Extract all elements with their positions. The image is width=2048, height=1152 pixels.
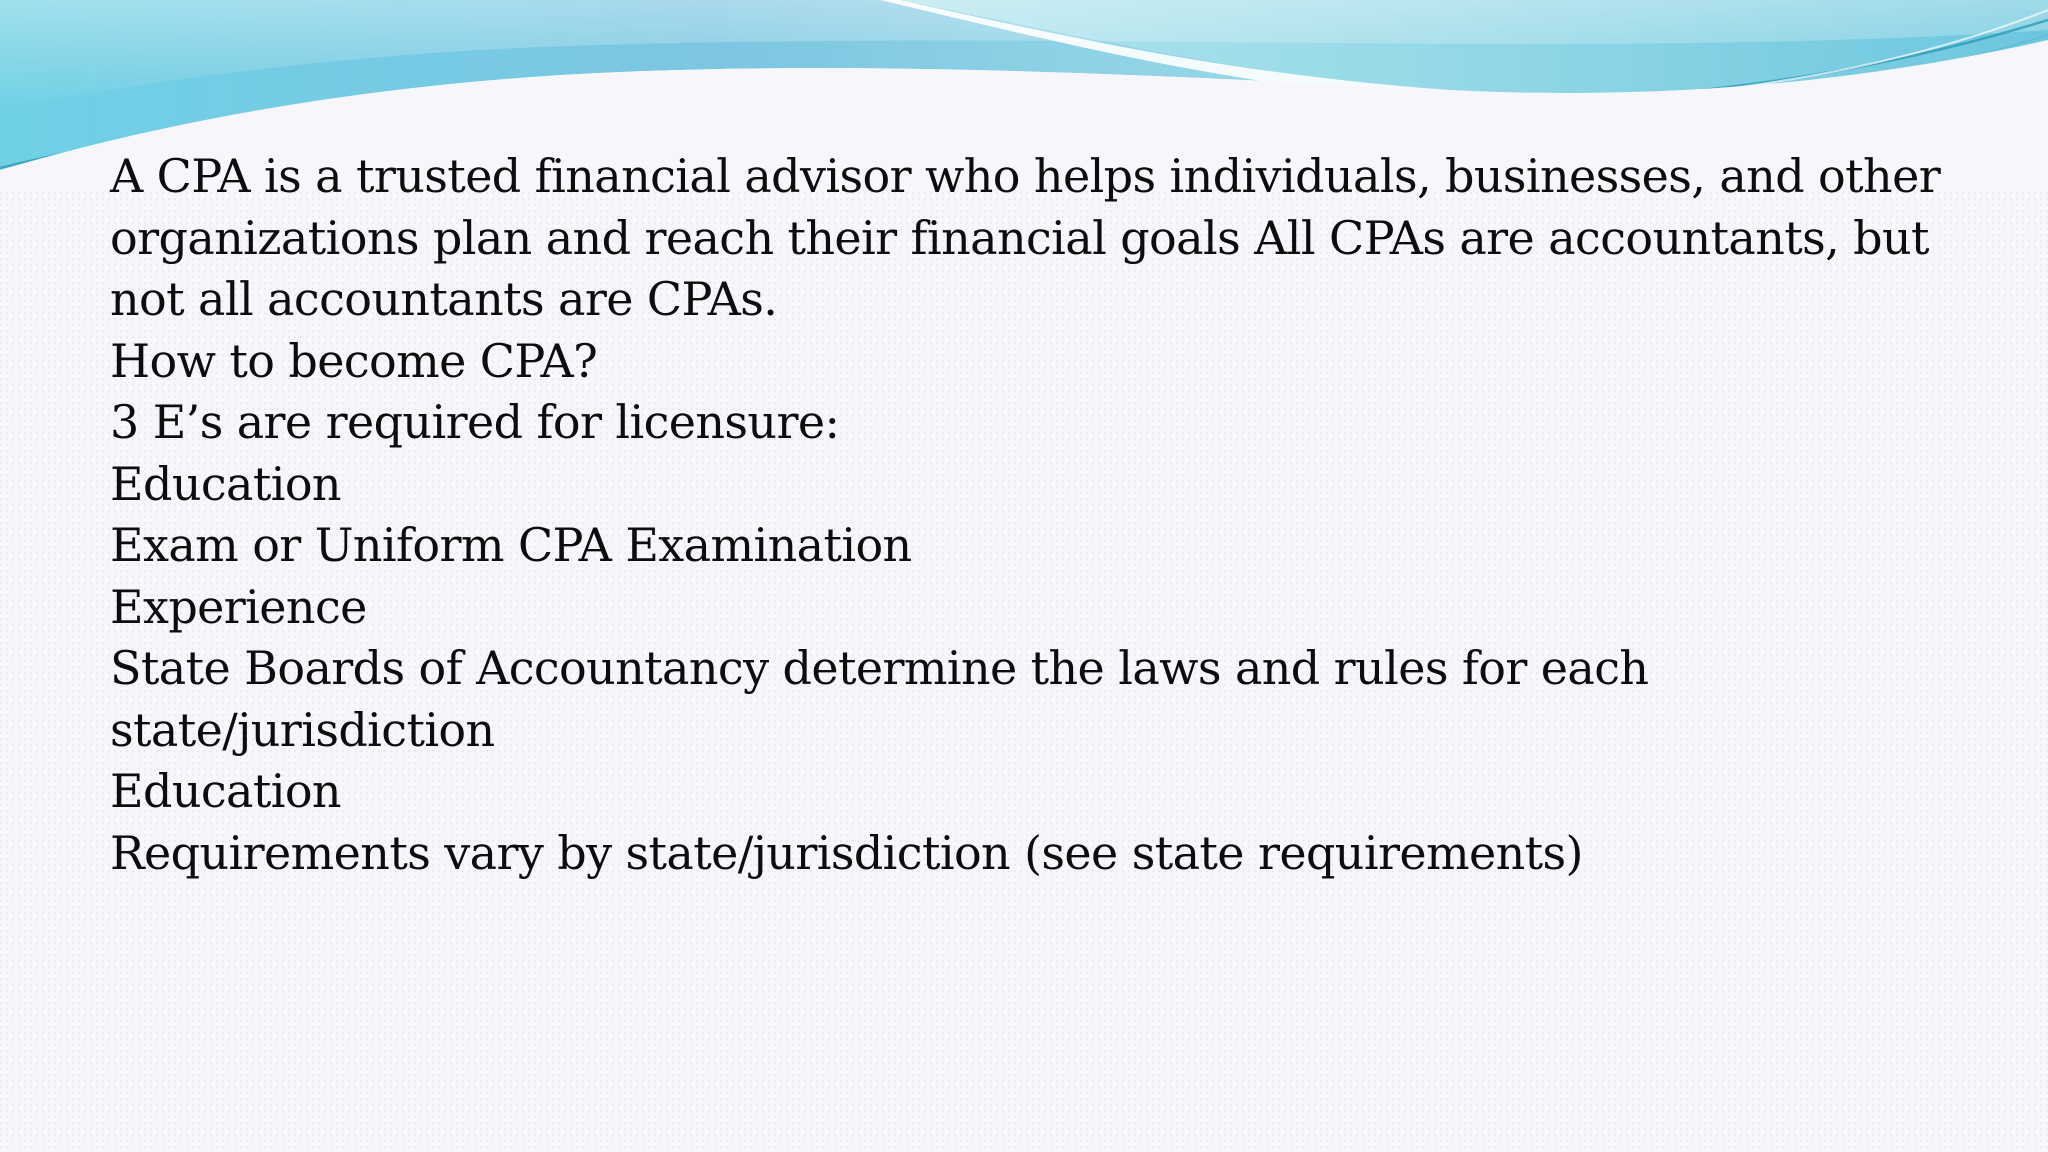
slide-body <box>110 146 1990 884</box>
paragraph-three-es: 3 E’s are required for licensure: <box>110 395 840 449</box>
paragraph-education: Education <box>110 456 341 511</box>
paragraph-requirements: Requirements vary by state/jurisdiction (see state requirements) <box>110 825 1583 880</box>
paragraph-state-boards: State Boards of Accountancy determine the laws and rules for each state/jurisdiction <box>110 641 1649 757</box>
paragraph-experience: Experience <box>110 579 367 634</box>
paragraph-education-2: Education <box>110 764 341 818</box>
paragraph-how-to-become: How to become CPA? <box>110 333 598 388</box>
paragraph-cpa-definition: A CPA is a trusted financial advisor who helps individuals, businesses, and other organizations plan and reach their financial goals All CPAs are accountants, but not all accountants are CPAs. <box>110 149 1941 326</box>
paragraph-exam: Exam or Uniform CPA Examination <box>110 518 912 572</box>
